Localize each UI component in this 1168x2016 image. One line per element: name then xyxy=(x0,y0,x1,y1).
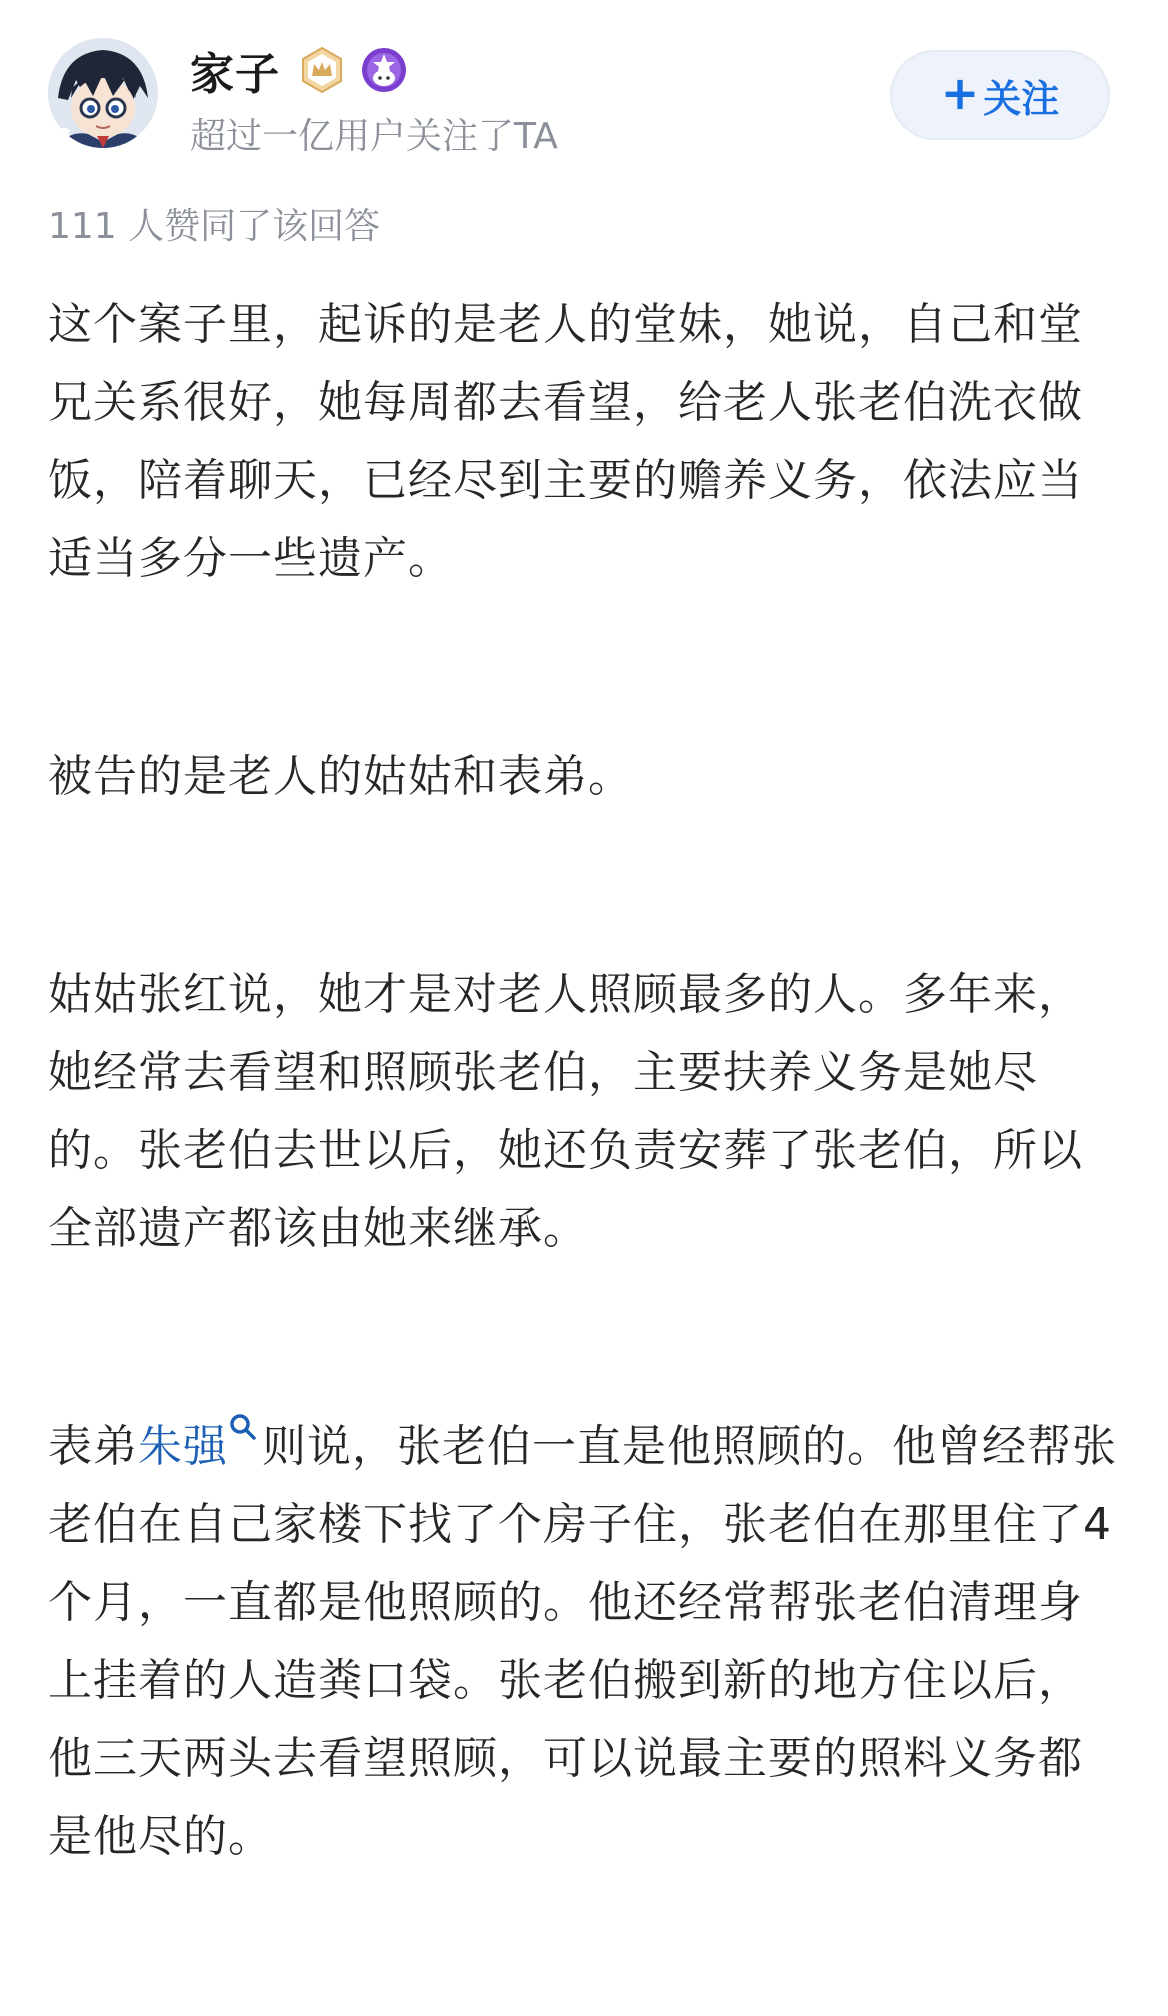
answer-paragraph-3: 姑姑张红说，她才是对老人照顾最多的人。多年来，她经常去看望和照顾张老伯，主要扶养义务是她尽的。张老伯去世以后，她还负责安葬了张老伯，所以全部遗产都该由她来继承。 xyxy=(48,969,1083,1254)
plus-icon: + xyxy=(940,66,980,120)
search-term-text[interactable]: 朱强 xyxy=(138,1421,228,1472)
follow-button[interactable] xyxy=(890,50,1110,140)
answer-author-header xyxy=(48,38,1120,157)
answer-paragraph-1: 这个案子里，起诉的是老人的堂妹，她说，自己和堂兄关系很好，她每周都去看望，给老人张老伯洗衣做饭，陪着聊天，已经尽到主要的赡养义务，依法应当适当多分一些遗产。 xyxy=(48,299,1083,584)
search-icon[interactable] xyxy=(228,1412,258,1442)
avatar-anime-character-icon xyxy=(48,38,158,148)
paragraph-4-rest: 则说，张老伯一直是他照顾的。他曾经帮张老伯在自己家楼下找了个房子住，张老伯在那里住了4个月，一直都是他照顾的。他还经常帮张老伯清理身上挂着的人造粪口袋。张老伯搬到新的地方住以后，他三天两头去看望照顾，可以说最主要的照料义务都是他尽的。 xyxy=(48,1421,1117,1862)
vote-count: 111 人赞同了该回答 xyxy=(48,206,381,247)
answer-body xyxy=(48,286,1120,2016)
author-name-row xyxy=(190,42,408,98)
answer-paragraph-2: 被告的是老人的姑姑和表弟。 xyxy=(48,751,633,802)
answer-paragraph-4 xyxy=(48,1408,1120,1876)
crown-badge-icon[interactable] xyxy=(298,46,346,94)
star-badge-icon[interactable] xyxy=(360,46,408,94)
search-term-link[interactable] xyxy=(138,1421,262,1472)
author-name[interactable]: 家子 xyxy=(190,49,280,100)
author-avatar[interactable] xyxy=(48,38,158,148)
author-subtitle: 超过一亿用户关注了TA xyxy=(190,116,558,157)
paragraph-4-prefix: 表弟 xyxy=(48,1421,138,1472)
follow-button-label: 关注 xyxy=(983,76,1060,121)
